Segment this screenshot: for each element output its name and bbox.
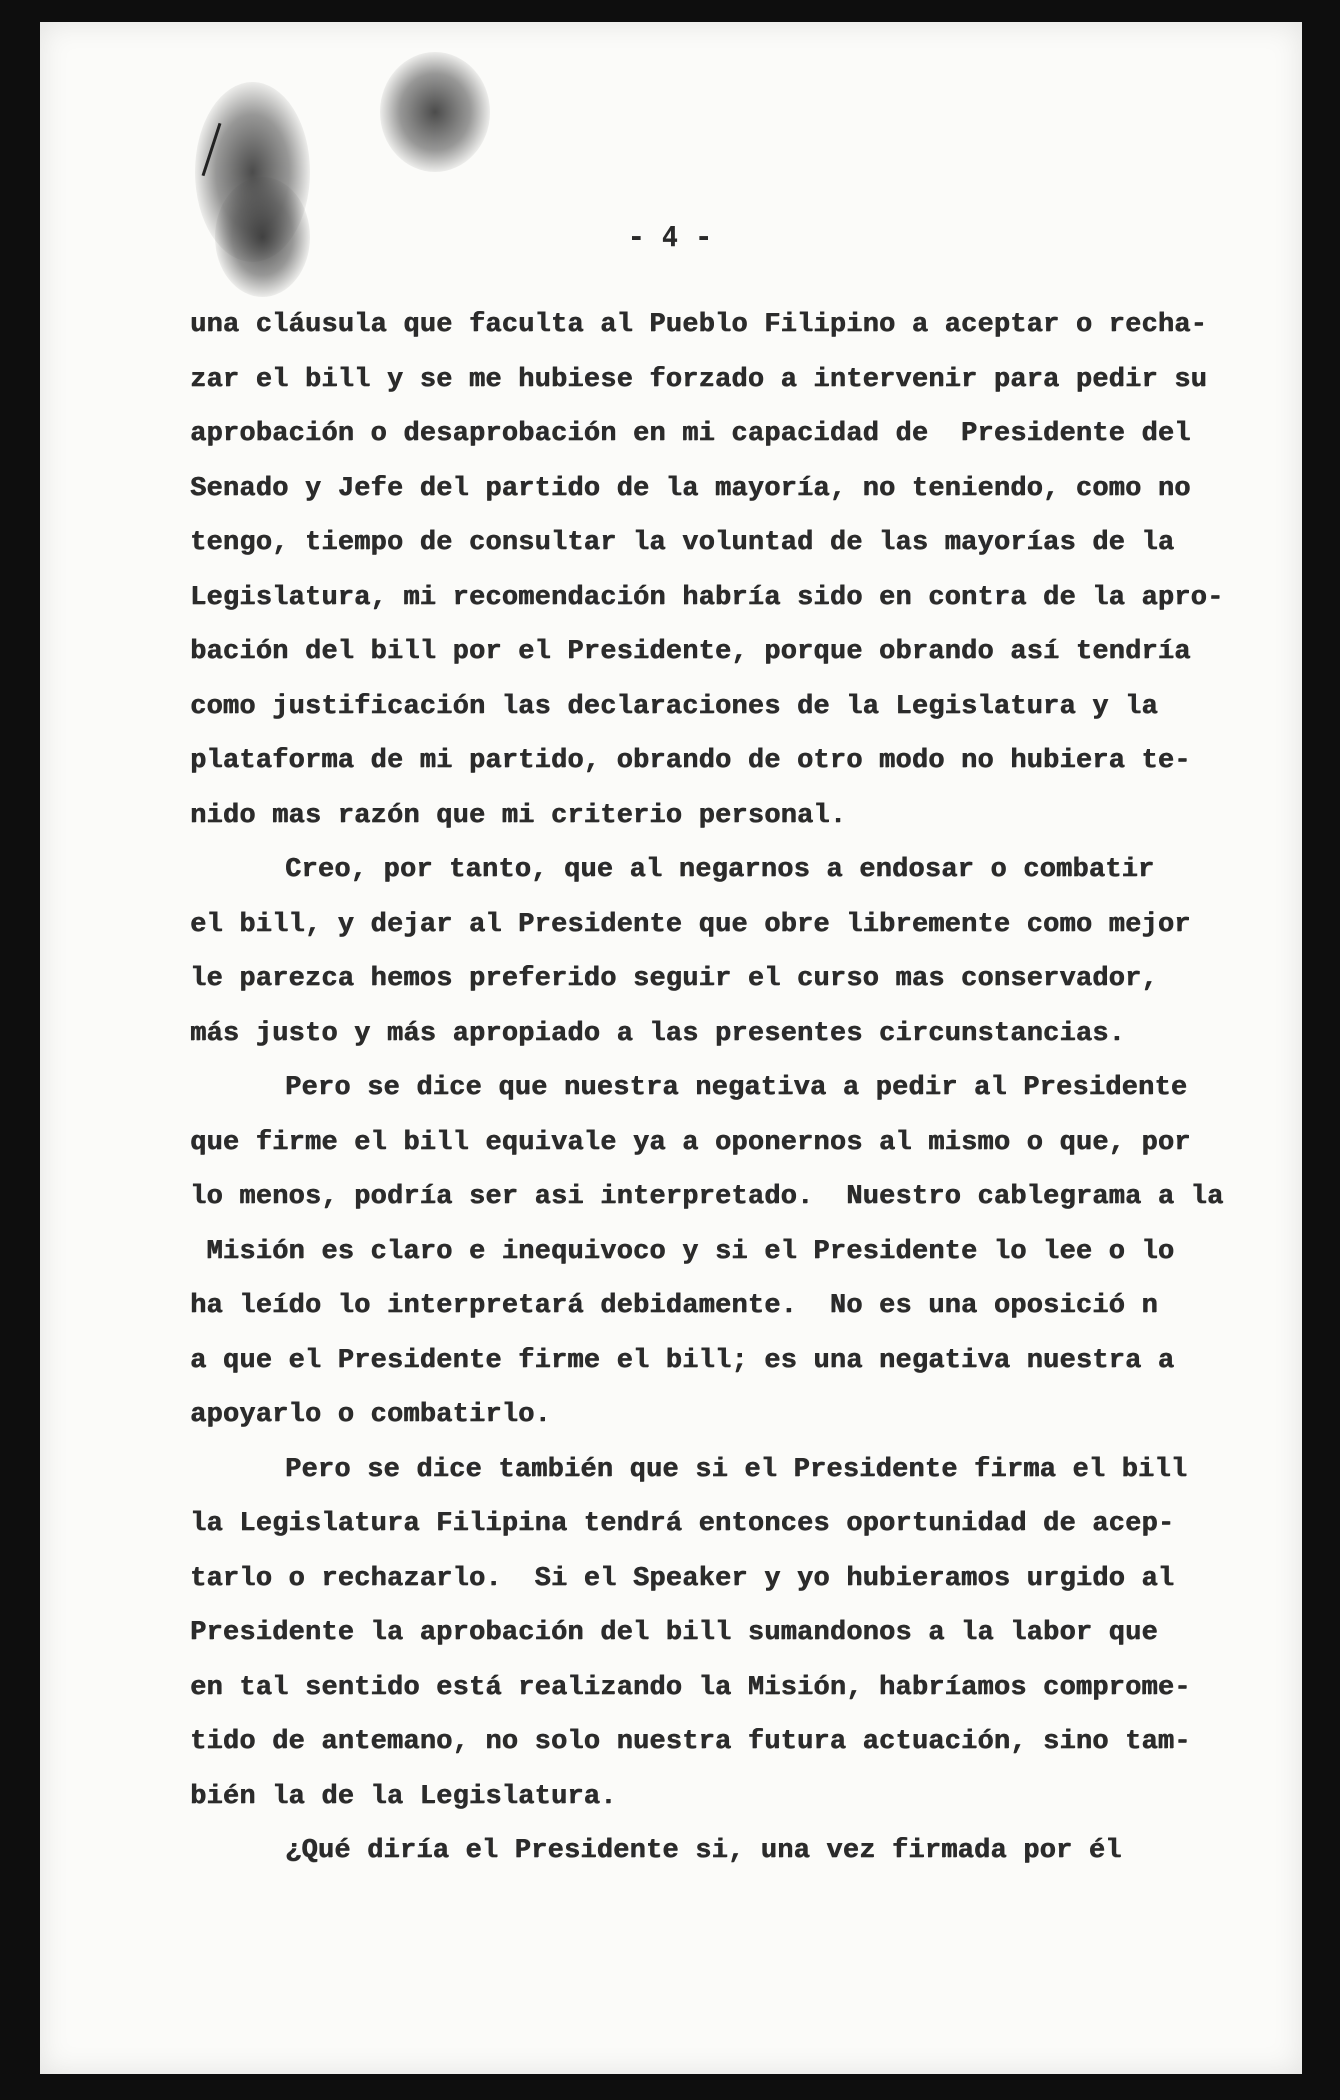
typed-letter-body xyxy=(190,298,1230,1879)
text-line: como justificación las declaraciones de la Legislatura y la xyxy=(190,691,1158,722)
text-line: Legislatura, mi recomendación habría sido en contra de la apro- xyxy=(190,582,1224,613)
text-line: nido mas razón que mi criterio personal. xyxy=(190,800,847,831)
page-number: - 4 - xyxy=(627,220,713,253)
text-line: el bill, y dejar al Presidente que obre libremente como mejor xyxy=(190,909,1191,940)
text-line: le parezca hemos preferido seguir el curso mas conservador, xyxy=(190,964,1158,994)
text-line: plataforma de mi partido, obrando de otro modo no hubiera te- xyxy=(190,746,1191,776)
text-line: Creo, por tanto, que al negarnos a endosar o combatir xyxy=(285,855,1155,885)
text-line: una cláusula que faculta al Pueblo Filipino a aceptar o recha- xyxy=(190,310,1207,340)
text-line: Pero se dice que nuestra negativa a pedir al Presidente xyxy=(285,1073,1188,1103)
text-line: más justo y más apropiado a las presentes circunstancias. xyxy=(190,1018,1125,1049)
text-line: aprobación o desaprobación en mi capacidad de Presidente del xyxy=(190,419,1191,449)
text-line: ha leído lo interpretará debidamente. No es una oposició n xyxy=(190,1291,1158,1321)
text-line: tarlo o rechazarlo. Si el Speaker y yo hubieramos urgido al xyxy=(190,1563,1175,1594)
text-line: bién la de la Legislatura. xyxy=(190,1781,617,1812)
text-line: en tal sentido está realizando la Misión, habríamos comprome- xyxy=(190,1672,1191,1703)
text-line: apoyarlo o combatirlo. xyxy=(190,1400,551,1430)
text-line: lo menos, podría ser asi interpretado. Nuestro cablegrama a la xyxy=(190,1182,1224,1212)
text-line: ¿Qué diría el Presidente si, una vez firmada por él xyxy=(285,1836,1122,1866)
text-line: que firme el bill equivale ya a oponernos al mismo o que, por xyxy=(190,1127,1191,1158)
text-line: tido de antemano, no solo nuestra futura actuación, sino tam- xyxy=(190,1727,1191,1757)
text-line: zar el bill y se me hubiese forzado a intervenir para pedir su xyxy=(190,364,1207,395)
ink-smudge xyxy=(380,52,490,172)
text-line: Pero se dice también que si el Presidente firma el bill xyxy=(285,1454,1188,1485)
text-line: Presidente la aprobación del bill sumandonos a la labor que xyxy=(190,1618,1158,1648)
text-line: bación del bill por el Presidente, porque obrando así tendría xyxy=(190,637,1191,667)
text-line: Senado y Jefe del partido de la mayoría, no teniendo, como no xyxy=(190,473,1191,504)
text-line: Misión es claro e inequivoco y si el Presidente lo lee o lo xyxy=(190,1236,1175,1267)
text-line: a que el Presidente firme el bill; es una negativa nuestra a xyxy=(190,1345,1175,1376)
text-line: tengo, tiempo de consultar la voluntad de las mayorías de la xyxy=(190,528,1175,558)
text-line: la Legislatura Filipina tendrá entonces oportunidad de acep- xyxy=(190,1509,1175,1539)
